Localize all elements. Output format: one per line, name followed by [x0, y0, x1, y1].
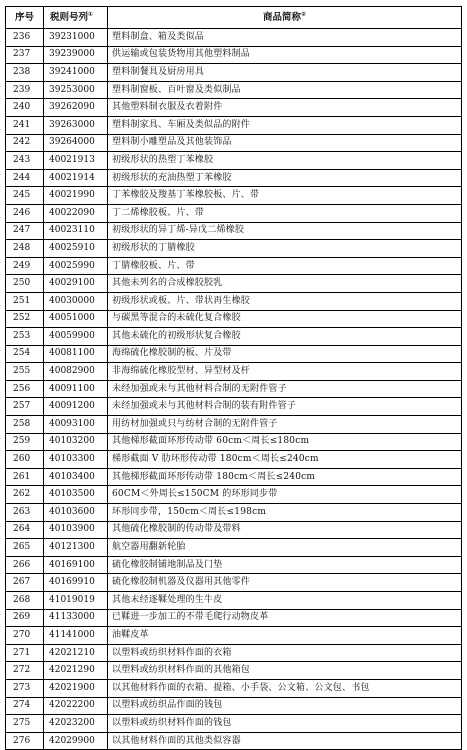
row-serial-number: 259 — [6, 433, 44, 451]
row-tariff-code: 40103500 — [44, 486, 108, 504]
table-row — [6, 46, 462, 64]
row-description: 油鞣皮革 — [108, 627, 462, 645]
row-tariff-code: 42021900 — [44, 679, 108, 697]
table-row — [6, 609, 462, 627]
row-serial-number: 249 — [6, 257, 44, 275]
row-serial-number: 258 — [6, 416, 44, 434]
row-tariff-code: 40169100 — [44, 556, 108, 574]
row-serial-number: 264 — [6, 521, 44, 539]
tariff-table — [5, 6, 462, 750]
row-description: 用纺材加强或只与纺材合制的无附件管子 — [108, 416, 462, 434]
row-serial-number: 265 — [6, 539, 44, 557]
row-serial-number: 253 — [6, 328, 44, 346]
row-tariff-code: 41133000 — [44, 609, 108, 627]
row-tariff-code: 40022090 — [44, 204, 108, 222]
row-serial-number: 268 — [6, 592, 44, 610]
table-row — [6, 556, 462, 574]
row-serial-number: 276 — [6, 732, 44, 750]
row-serial-number: 255 — [6, 363, 44, 381]
header-tariff-code-footnote: ① — [88, 10, 94, 18]
table-row — [6, 363, 462, 381]
row-serial-number: 270 — [6, 627, 44, 645]
table-row — [6, 433, 462, 451]
row-description: 塑料制餐具及厨房用具 — [108, 64, 462, 82]
table-row — [6, 257, 462, 275]
row-description: 其他硫化橡胶制的传动带及带料 — [108, 521, 462, 539]
header-description-label: 商品简称 — [262, 12, 301, 23]
row-tariff-code: 42023200 — [44, 715, 108, 733]
row-description: 塑料制盒、箱及类似品 — [108, 29, 462, 47]
row-description: 以其他材料作面的衣箱、提箱、小手袋、公文箱、公文包、书包 — [108, 679, 462, 697]
header-description — [108, 7, 462, 29]
table-row — [6, 662, 462, 680]
row-tariff-code: 40081100 — [44, 345, 108, 363]
row-description: 环形同步带，150cm＜周长≤198cm — [108, 504, 462, 522]
row-tariff-code: 39241000 — [44, 64, 108, 82]
row-description: 塑料制家具、车厢及类似品的附件 — [108, 116, 462, 134]
row-description: 海绵硫化橡胶制的板、片及带 — [108, 345, 462, 363]
row-description: 未经加强或未与其他材料合制的装有附件管子 — [108, 398, 462, 416]
row-description: 其他未列名的合成橡胶胶乳 — [108, 275, 462, 293]
header-row — [6, 7, 462, 29]
row-serial-number: 271 — [6, 644, 44, 662]
row-tariff-code: 40059900 — [44, 328, 108, 346]
row-tariff-code: 40025910 — [44, 240, 108, 258]
table-row — [6, 187, 462, 205]
row-tariff-code: 40023110 — [44, 222, 108, 240]
row-tariff-code: 39253000 — [44, 81, 108, 99]
row-tariff-code: 40103600 — [44, 504, 108, 522]
table-row — [6, 29, 462, 47]
row-description: 以塑料或纺织材料作面的钱包 — [108, 715, 462, 733]
row-serial-number: 260 — [6, 451, 44, 469]
header-tariff-code — [44, 7, 108, 29]
row-serial-number: 240 — [6, 99, 44, 117]
row-tariff-code: 40082900 — [44, 363, 108, 381]
table-row — [6, 99, 462, 117]
table-header — [6, 7, 462, 29]
tariff-table-container — [5, 6, 461, 750]
row-serial-number: 263 — [6, 504, 44, 522]
row-tariff-code: 40091200 — [44, 398, 108, 416]
table-row — [6, 504, 462, 522]
row-description: 60CM＜外周长≤150CM 的环形同步带 — [108, 486, 462, 504]
table-row — [6, 204, 462, 222]
table-row — [6, 328, 462, 346]
table-row — [6, 679, 462, 697]
row-tariff-code: 40021914 — [44, 169, 108, 187]
row-tariff-code: 39264000 — [44, 134, 108, 152]
table-row — [6, 539, 462, 557]
table-row — [6, 152, 462, 170]
row-tariff-code: 39231000 — [44, 29, 108, 47]
row-description: 以塑料或纺织材料作面的衣箱 — [108, 644, 462, 662]
row-serial-number: 273 — [6, 679, 44, 697]
table-row — [6, 275, 462, 293]
row-serial-number: 274 — [6, 697, 44, 715]
row-tariff-code: 40091100 — [44, 380, 108, 398]
table-row — [6, 169, 462, 187]
row-tariff-code: 42021290 — [44, 662, 108, 680]
row-tariff-code: 40051000 — [44, 310, 108, 328]
table-row — [6, 451, 462, 469]
row-serial-number: 257 — [6, 398, 44, 416]
table-row — [6, 116, 462, 134]
table-row — [6, 732, 462, 750]
row-description: 其他梯形截面环形传动带 180cm＜周长≤240cm — [108, 468, 462, 486]
row-serial-number: 236 — [6, 29, 44, 47]
row-tariff-code: 40103300 — [44, 451, 108, 469]
row-description: 初级形状的充油热塑丁苯橡胶 — [108, 169, 462, 187]
row-description: 供运输或包装货物用其他塑料制品 — [108, 46, 462, 64]
row-serial-number: 272 — [6, 662, 44, 680]
row-serial-number: 241 — [6, 116, 44, 134]
row-serial-number: 254 — [6, 345, 44, 363]
row-description: 初级形状的丁腈橡胶 — [108, 240, 462, 258]
table-row — [6, 64, 462, 82]
table-row — [6, 592, 462, 610]
row-description: 丁苯橡胶及羧基丁苯橡胶板、片、带 — [108, 187, 462, 205]
row-serial-number: 266 — [6, 556, 44, 574]
row-tariff-code: 41019019 — [44, 592, 108, 610]
table-row — [6, 292, 462, 310]
row-description: 非海绵硫化橡胶型材、异型材及杆 — [108, 363, 462, 381]
table-row — [6, 627, 462, 645]
row-tariff-code: 39239000 — [44, 46, 108, 64]
row-serial-number: 250 — [6, 275, 44, 293]
row-serial-number: 269 — [6, 609, 44, 627]
row-serial-number: 261 — [6, 468, 44, 486]
table-row — [6, 345, 462, 363]
row-tariff-code: 39263000 — [44, 116, 108, 134]
table-row — [6, 574, 462, 592]
row-tariff-code: 40103200 — [44, 433, 108, 451]
row-description: 其他未经逐鞣处理的生牛皮 — [108, 592, 462, 610]
table-row — [6, 81, 462, 99]
row-description: 其他梯形截面环形传动带 60cm＜周长≤180cm — [108, 433, 462, 451]
row-tariff-code: 40121300 — [44, 539, 108, 557]
table-row — [6, 468, 462, 486]
row-serial-number: 243 — [6, 152, 44, 170]
row-description: 其他塑料制衣服及衣着附件 — [108, 99, 462, 117]
row-tariff-code: 39262090 — [44, 99, 108, 117]
row-serial-number: 247 — [6, 222, 44, 240]
row-tariff-code: 40103400 — [44, 468, 108, 486]
row-description: 以塑料或纺织品作面的钱包 — [108, 697, 462, 715]
row-tariff-code: 40169910 — [44, 574, 108, 592]
row-description: 以塑料或纺织材料作面的其他箱包 — [108, 662, 462, 680]
table-row — [6, 486, 462, 504]
row-description: 丁二烯橡胶板、片、带 — [108, 204, 462, 222]
row-serial-number: 238 — [6, 64, 44, 82]
row-tariff-code: 40025990 — [44, 257, 108, 275]
table-row — [6, 715, 462, 733]
row-tariff-code: 41141000 — [44, 627, 108, 645]
table-row — [6, 521, 462, 539]
row-tariff-code: 40029100 — [44, 275, 108, 293]
row-description: 与碳黑等混合的未硫化复合橡胶 — [108, 310, 462, 328]
row-description: 初级形状的热塑丁苯橡胶 — [108, 152, 462, 170]
row-tariff-code: 40103900 — [44, 521, 108, 539]
row-description: 航空器用翻新轮胎 — [108, 539, 462, 557]
row-description: 塑料制小雕塑品及其他装饰品 — [108, 134, 462, 152]
row-tariff-code: 40021990 — [44, 187, 108, 205]
row-serial-number: 239 — [6, 81, 44, 99]
table-row — [6, 697, 462, 715]
row-description: 以其他材料作面的其他类似容器 — [108, 732, 462, 750]
table-body — [6, 29, 462, 750]
table-row — [6, 310, 462, 328]
table-row — [6, 222, 462, 240]
row-description: 硫化橡胶制铺地制品及门垫 — [108, 556, 462, 574]
row-serial-number: 262 — [6, 486, 44, 504]
row-serial-number: 267 — [6, 574, 44, 592]
row-serial-number: 244 — [6, 169, 44, 187]
row-tariff-code: 42021210 — [44, 644, 108, 662]
row-tariff-code: 40021913 — [44, 152, 108, 170]
row-tariff-code: 42022200 — [44, 697, 108, 715]
header-serial-number-label: 序号 — [14, 12, 34, 23]
row-description: 丁腈橡胶板、片、带 — [108, 257, 462, 275]
row-description: 初级形状的异丁烯-异戊二烯橡胶 — [108, 222, 462, 240]
table-row — [6, 644, 462, 662]
row-tariff-code: 40030000 — [44, 292, 108, 310]
row-serial-number: 237 — [6, 46, 44, 64]
row-description: 已鞣进一步加工的不带毛爬行动物皮革 — [108, 609, 462, 627]
table-row — [6, 134, 462, 152]
row-description: 梯形截面 V 肋环形传动带 180cm＜周长≤240cm — [108, 451, 462, 469]
row-serial-number: 248 — [6, 240, 44, 258]
row-description: 其他未硫化的初级形状复合橡胶 — [108, 328, 462, 346]
header-tariff-code-label: 税则号列 — [50, 12, 89, 23]
row-serial-number: 242 — [6, 134, 44, 152]
row-description: 初级形状或板、片、带状再生橡胶 — [108, 292, 462, 310]
row-serial-number: 275 — [6, 715, 44, 733]
row-description: 硫化橡胶制机器及仪器用其他零件 — [108, 574, 462, 592]
row-description: 塑料制窗板、百叶窗及类似制品 — [108, 81, 462, 99]
row-serial-number: 256 — [6, 380, 44, 398]
table-row — [6, 416, 462, 434]
row-tariff-code: 42029900 — [44, 732, 108, 750]
row-serial-number: 246 — [6, 204, 44, 222]
row-tariff-code: 40093100 — [44, 416, 108, 434]
row-serial-number: 252 — [6, 310, 44, 328]
table-row — [6, 240, 462, 258]
row-description: 未经加强或未与其他材料合制的无附件管子 — [108, 380, 462, 398]
table-row — [6, 398, 462, 416]
row-serial-number: 251 — [6, 292, 44, 310]
row-serial-number: 245 — [6, 187, 44, 205]
header-serial-number — [6, 7, 44, 29]
table-row — [6, 380, 462, 398]
header-description-footnote: ② — [300, 10, 307, 18]
